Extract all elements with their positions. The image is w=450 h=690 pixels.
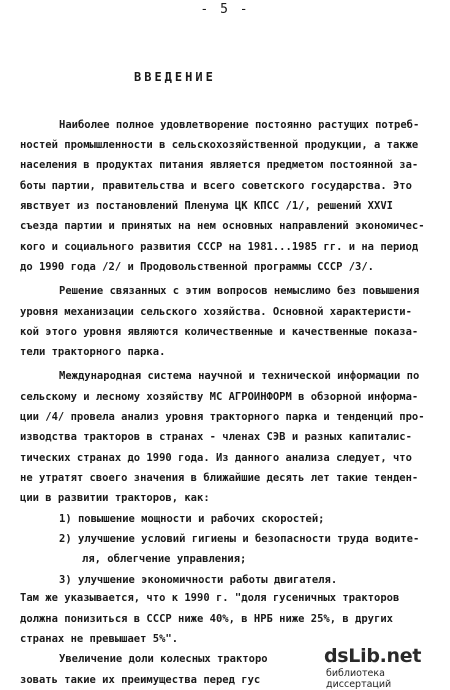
text-line: до 1990 года /2/ и Продовольственной программы СССР /3/. [20, 261, 375, 273]
text-line: Решение связанных с этим вопросов немыслимо без повышения [59, 285, 420, 297]
text-line: сельскому и лесному хозяйству МС АГРОИНФОРМ в обзорной информа- [20, 391, 419, 403]
text-line: 1) повышение мощности и рабочих скоростей; [59, 513, 325, 525]
text-line: явствует из постановлений Пленума ЦК КПСС /1/, решений XXVI [20, 200, 393, 212]
text-line: ля, облегчение управления; [82, 553, 247, 565]
text-line: кого и социального развития СССР на 1981...1985 гг. и на период [20, 241, 419, 253]
watermark [324, 643, 442, 690]
text-line: 3) улучшение экономичности работы двигателя. [59, 574, 338, 586]
watermark-logo: dsLib.net [324, 645, 422, 667]
text-line: изводства тракторов в странах - членах СЭВ и разных капиталис- [20, 431, 412, 443]
text-line: Увеличение доли колесных тракторо [59, 653, 268, 665]
text-line: боты партии, правительства и всего советского государства. Это [20, 180, 412, 192]
text-line: Международная система научной и технической информации по [59, 370, 420, 382]
text-line: ции в развитии тракторов, как: [20, 492, 210, 504]
text-line: населения в продуктах питания является предметом постоянной за- [20, 159, 419, 171]
text-line: ностей промышленности в сельскохозяйственной продукции, а также [20, 139, 419, 151]
page-number: - 5 - [200, 2, 250, 17]
watermark-subtitle: библиотека диссертаций [326, 668, 392, 690]
text-line: не утратят своего значения в ближайшие десять лет такие тенден- [20, 472, 419, 484]
text-line: зовать такие их преимущества перед гус [20, 674, 261, 686]
text-line: уровня механизации сельского хозяйства. Основной характеристи- [20, 306, 412, 318]
text-line: съезда партии и принятых на нем основных направлений экономичес- [20, 220, 425, 232]
text-line: тели тракторного парка. [20, 346, 166, 358]
text-line: Наиболее полное удовлетворение постоянно растущих потреб- [59, 119, 420, 131]
text-line: кой этого уровня являются количественные и качественные показа- [20, 326, 419, 338]
text-line: ции /4/ провела анализ уровня тракторного парка и тенденций про- [20, 411, 425, 423]
text-line: Там же указывается, что к 1990 г. "доля гусеничных тракторов [20, 592, 400, 604]
section-heading: ВВЕДЕНИЕ [134, 70, 216, 84]
text-line: тических странах до 1990 года. Из данного анализа следует, что [20, 452, 412, 464]
text-line: 2) улучшение условий гигиены и безопасности труда водите- [59, 533, 420, 545]
text-line: должна понизиться в СССР ниже 40%, в НРБ ниже 25%, в других [20, 613, 393, 625]
text-line: странах не превышает 5%". [20, 633, 179, 645]
